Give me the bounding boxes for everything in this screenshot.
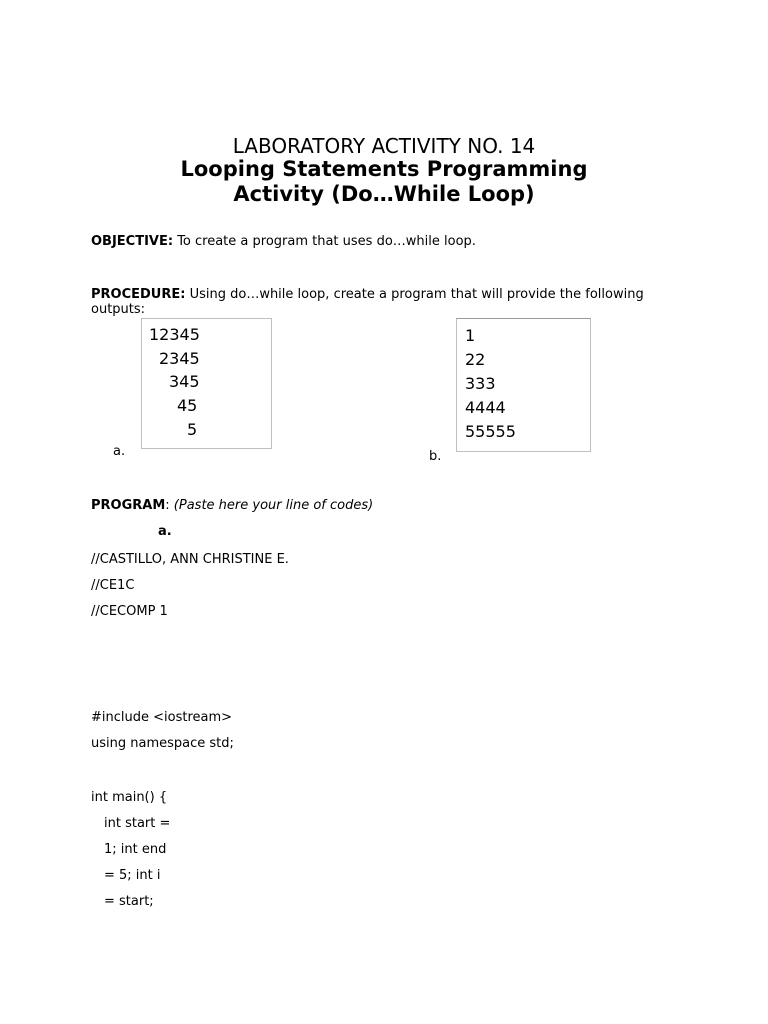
objective-paragraph: [91, 234, 691, 249]
output-b-label: b.: [429, 449, 442, 464]
program-sub-label: a.: [158, 524, 172, 539]
output-a-line: 345: [169, 372, 200, 391]
output-a-line: 45: [177, 396, 198, 415]
code-body-line: int start =: [104, 816, 171, 831]
code-body-line: 1; int end: [104, 842, 167, 857]
code-comment-line: //CE1C: [91, 578, 135, 593]
objective-text: To create a program that uses do…while loop.: [173, 234, 476, 249]
activity-number-title: LABORATORY ACTIVITY NO. 14: [232, 134, 536, 158]
output-b-line: 55555: [465, 422, 516, 441]
output-b-line: 22: [465, 350, 486, 369]
code-include-line: #include <iostream>: [91, 710, 233, 725]
output-a-box: [141, 318, 272, 449]
output-b-line: 1: [465, 326, 476, 345]
code-body-line: = start;: [104, 894, 154, 909]
program-colon: :: [165, 498, 174, 513]
activity-title-line-2: Activity (Do…While Loop): [233, 182, 535, 206]
objective-label: OBJECTIVE:: [91, 234, 174, 249]
output-a-label: a.: [113, 444, 126, 459]
output-b-line: 4444: [465, 398, 506, 417]
code-body-line: = 5; int i: [104, 868, 161, 883]
program-label: PROGRAM: [91, 498, 166, 513]
procedure-paragraph: [91, 287, 691, 317]
code-comment-line: //CECOMP 1: [91, 604, 168, 619]
output-b-line: 333: [465, 374, 496, 393]
code-comment-line: //CASTILLO, ANN CHRISTINE E.: [91, 552, 289, 567]
activity-title-line-1: Looping Statements Programming: [180, 157, 588, 181]
code-main-open-line: int main() {: [91, 790, 168, 805]
program-hint: (Paste here your line of codes): [173, 498, 374, 513]
output-a-line: 2345: [159, 349, 200, 368]
code-namespace-line: using namespace std;: [91, 736, 234, 751]
output-b-box: [456, 318, 591, 452]
procedure-label: PROCEDURE:: [91, 287, 186, 302]
procedure-text: Using do…while loop, create a program that will provide the following outputs:: [91, 287, 644, 317]
output-a-line: 5: [187, 420, 198, 439]
program-heading: [91, 498, 373, 513]
output-a-line: 12345: [149, 325, 200, 344]
